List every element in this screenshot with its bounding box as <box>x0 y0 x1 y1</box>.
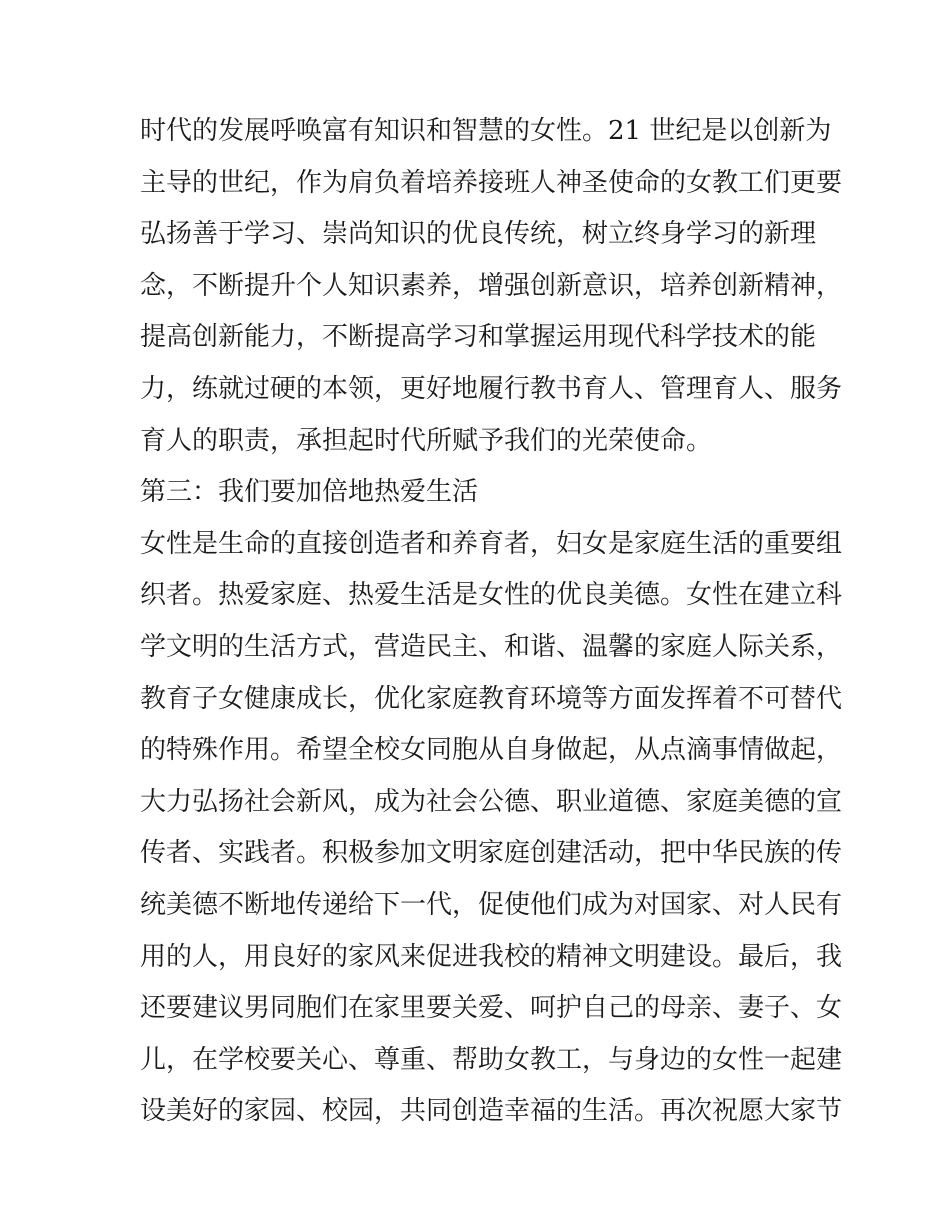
text-line: 还要建议男同胞们在家里要关爱、呵护自己的母亲、妻子、女 <box>140 993 843 1024</box>
text-line: 织者。热爱家庭、热爱生活是女性的优良美德。女性在建立科 <box>140 580 843 611</box>
text-line: 大力弘扬社会新风，成为社会公德、职业道德、家庭美德的宣 <box>140 786 843 817</box>
text-line: 提高创新能力，不断提高学习和掌握运用现代科学技术的能 <box>140 322 817 353</box>
text-line: 弘扬善于学习、崇尚知识的优良传统，树立终身学习的新理 <box>140 219 817 250</box>
document-body <box>140 106 843 1138</box>
text-line: 教育子女健康成长，优化家庭教育环境等方面发挥着不可替代 <box>140 683 843 714</box>
text-line: 设美好的家园、校园，共同创造幸福的生活。再次祝愿大家节 <box>140 1096 843 1127</box>
text-line: 统美德不断地传递给下一代，促使他们成为对国家、对人民有 <box>140 889 843 920</box>
text-line: 力，练就过硬的本领，更好地履行教书育人、管理育人、服务 <box>140 373 843 404</box>
text-line: 时代的发展呼唤富有知识和智慧的女性。21 世纪是以创新为 <box>140 116 832 146</box>
text-line: 传者、实践者。积极参加文明家庭创建活动，把中华民族的传 <box>140 838 843 869</box>
text-line: 用的人，用良好的家风来促进我校的精神文明建设。最后，我 <box>140 941 843 972</box>
section-heading: 第三：我们要加倍地热爱生活 <box>140 477 479 508</box>
text-line: 学文明的生活方式，营造民主、和谐、温馨的家庭人际关系， <box>140 631 843 662</box>
text-line: 育人的职责，承担起时代所赋予我们的光荣使命。 <box>140 425 713 456</box>
text-line: 主导的世纪，作为肩负着培养接班人神圣使命的女教工们更要 <box>140 167 843 198</box>
text-line: 的特殊作用。希望全校女同胞从自身做起，从点滴事情做起， <box>140 735 843 766</box>
text-line: 儿，在学校要关心、尊重、帮助女教工，与身边的女性一起建 <box>140 1044 843 1075</box>
text-line: 念，不断提升个人知识素养，增强创新意识，培养创新精神， <box>140 270 843 301</box>
text-line: 女性是生命的直接创造者和养育者，妇女是家庭生活的重要组 <box>140 528 843 559</box>
